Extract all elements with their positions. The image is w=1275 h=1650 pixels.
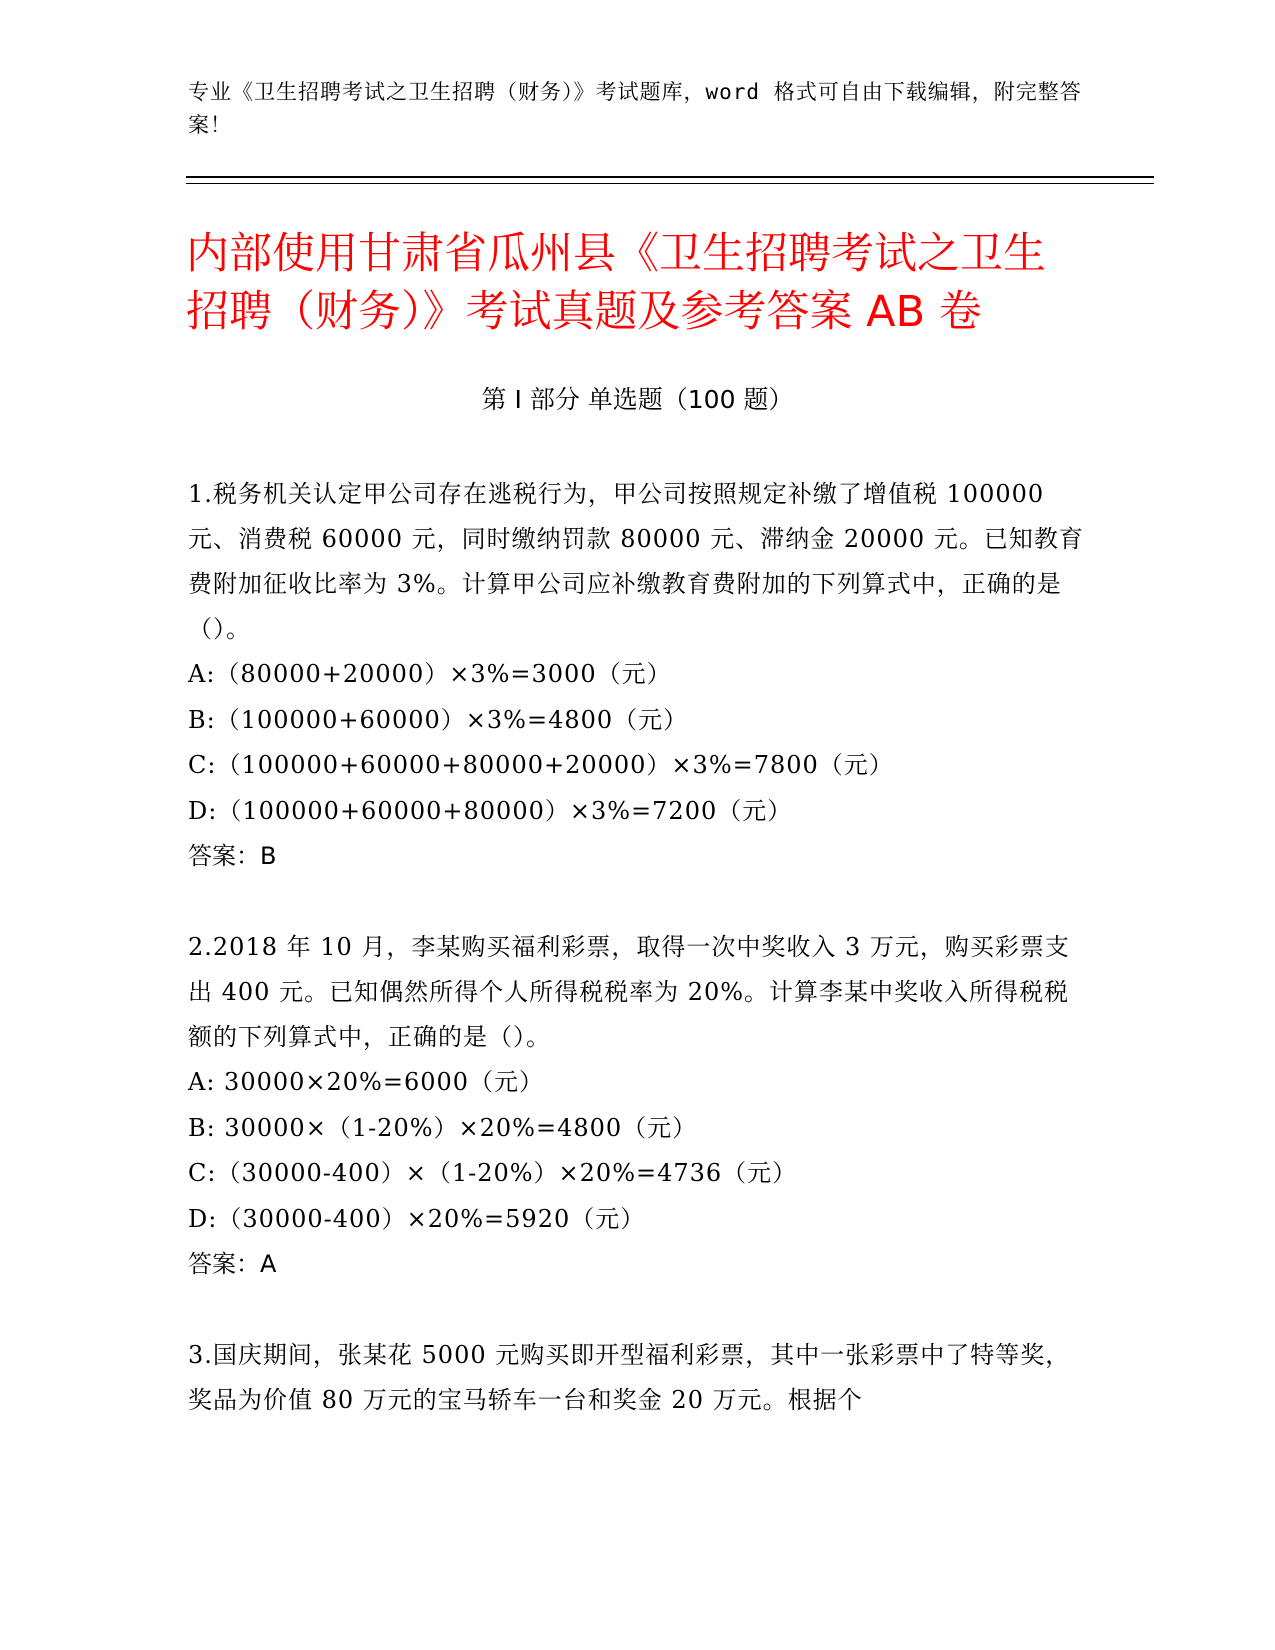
header-note: 专业《卫生招聘考试之卫生招聘（财务）》考试题库，word 格式可自由下载编辑，附完整答案！ xyxy=(188,80,1082,137)
section-heading: 第 I 部分 单选题（100 题） xyxy=(481,385,794,414)
question-1-option-d: D:（100000+60000+80000）×3%=7200（元） xyxy=(188,796,793,825)
question-2 xyxy=(188,925,1088,1288)
document-title: 内部使用甘肃省瓜州县《卫生招聘考试之卫生招聘（财务）》考试真题及参考答案 AB 卷 xyxy=(186,229,1046,337)
question-1-answer: 答案：B xyxy=(188,842,277,870)
question-2-answer: 答案：A xyxy=(188,1250,277,1278)
header-divider-thick xyxy=(186,176,1154,178)
header-divider-thin xyxy=(186,183,1154,184)
question-1-option-a: A:（80000+20000）×3%=3000（元） xyxy=(188,660,672,688)
question-2-option-a: A: 30000×20%=6000（元） xyxy=(188,1068,545,1096)
question-1-option-b: B:（100000+60000）×3%=4800（元） xyxy=(188,705,689,734)
question-3 xyxy=(188,1333,1088,1423)
question-1-option-c: C:（100000+60000+80000+20000）×3%=7800（元） xyxy=(188,751,894,779)
question-2-option-c: C:（30000-400）×（1-20%）×20%=4736（元） xyxy=(188,1159,798,1187)
question-2-option-d: D:（30000-400）×20%=5920（元） xyxy=(188,1204,646,1233)
question-2-option-b: B: 30000×（1-20%）×20%=4800（元） xyxy=(188,1113,698,1142)
question-3-stem: 3.国庆期间，张某花 5000 元购买即开型福利彩票，其中一张彩票中了特等奖，奖品为价值 80 万元的宝马轿车一台和奖金 20 万元。根据个 xyxy=(188,1341,1071,1414)
question-1-stem: 1.税务机关认定甲公司存在逃税行为，甲公司按照规定补缴了增值税 100000 元、消费税 60000 元，同时缴纳罚款 80000 元、滞纳金 20000 元。已知教育费附加征收比率为 3%。计算甲公司应补缴教育费附加的下列算式中，正确的是（）。 xyxy=(188,480,1084,643)
question-2-stem: 2.2018 年 10 月，李某购买福利彩票，取得一次中奖收入 3 万元，购买彩票支出 400 元。已知偶然所得个人所得税税率为 20%。计算李某中奖收入所得税税额的下列算式中，正确的是（）。 xyxy=(188,933,1070,1051)
question-1 xyxy=(188,472,1088,880)
